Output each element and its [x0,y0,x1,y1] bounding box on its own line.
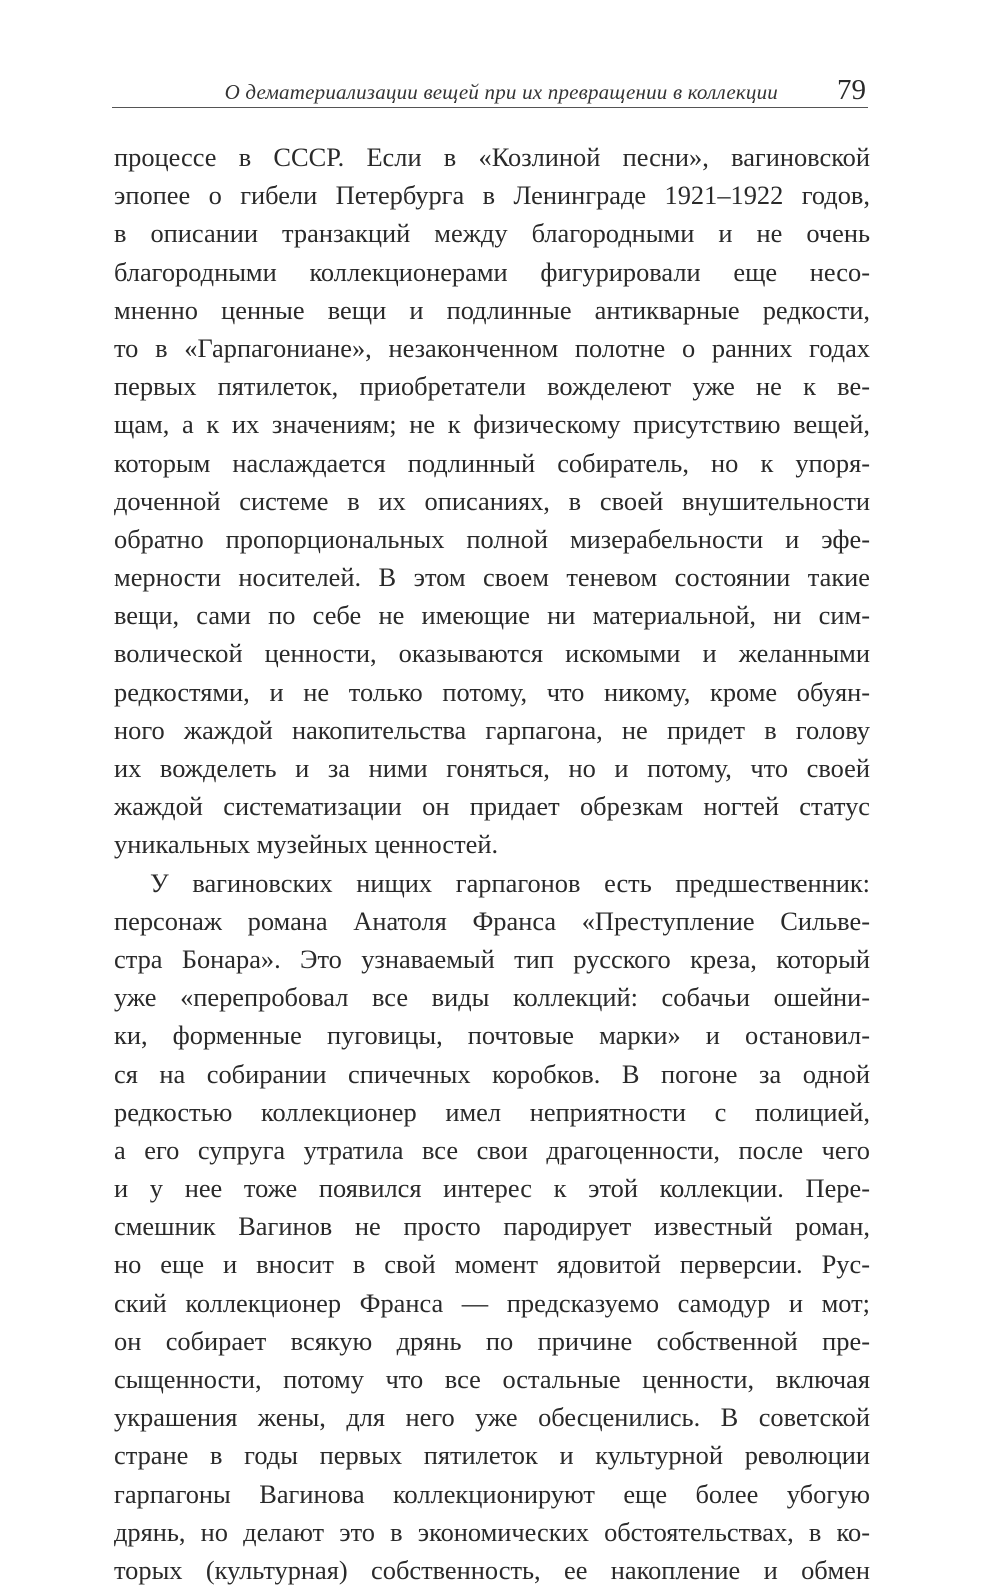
text-line: ного жаждой накопительства гарпагона, не придет в голову [114,714,870,745]
text-line: сыщенности, потому что все остальные ценности, включая [114,1364,870,1394]
text-line: доченной системе в их описаниях, в своей внушительности [114,485,870,516]
text-line: волической ценности, оказываются искомыми и желанными [114,638,870,669]
text-line: вещи, сами по себе не имеющие ни материальной, ни сим- [114,600,870,631]
header-rule [112,107,868,108]
text-line: жаждой систематизации он придает обрезкам ногтей статус [114,791,870,822]
text-line: которым наслаждается подлинный собиратель, но к упоря- [114,447,870,478]
text-line: он собирает всякую дрянь по причине собственной пре- [114,1325,870,1356]
text-line: уникальных музейных ценностей. [114,829,499,860]
running-head-title: О дематериализации вещей при их превращении в коллекции [224,80,778,104]
text-line: редкостью коллекционер имел неприятности с полицией, [114,1096,870,1127]
text-line: мненно ценные вещи и подлинные антикварные редкости, [114,294,870,325]
text-line: мерности носителей. В этом своем теневом состоянии такие [114,562,870,593]
text-line: торых (культурная) собственность, ее накопление и обмен [114,1554,870,1585]
text-line: первых пятилеток, приобретатели вожделеют уже не к ве- [114,371,870,402]
text-line: ки, форменные пуговицы, почтовые марки» и остановил- [114,1020,870,1051]
text-line: стране в годы первых пятилеток и культурной революции [114,1440,870,1471]
text-line: украшения жены, для него уже обесценились. В советской [114,1402,870,1433]
text-line: У вагиновских нищих гарпагонов есть предшественник: [150,867,870,898]
text-line: ский коллекционер Франса — предсказуемо самодур и мот; [114,1287,870,1318]
text-line: персонаж романа Анатоля Франса «Преступление Сильве- [114,905,870,936]
text-line: их вожделеть и за ними гоняться, но и потому, что своей [114,753,870,783]
text-line: гарпагоны Вагинова коллекционируют еще более убогую [114,1478,870,1509]
text-line: а его супруга утратила все свои драгоценности, после чего [114,1134,870,1165]
text-line: то в «Гарпагониане», незаконченном полотне о ранних годах [114,332,870,363]
text-line: эпопее о гибели Петербурга в Ленинграде 1921–1922 годов, [114,180,870,211]
text-line: редкостями, и не только потому, что никому, кроме обуян- [114,676,870,707]
text-line: благородными коллекционерами фигурировали еще несо- [114,256,870,287]
page-number: 79 [837,74,866,106]
text-line: ся на собирании спичечных коробков. В погоне за одной [114,1058,870,1089]
body-text [114,138,870,1589]
text-line: но еще и вносит в свой момент ядовитой перверсии. Рус- [114,1249,870,1280]
text-line: стра Бонара». Это узнаваемый тип русского креза, который [114,943,870,974]
text-line: смешник Вагинов не просто пародирует известный роман, [114,1211,870,1242]
text-line: щам, а к их значениям; не к физическому присутствию вещей, [114,409,870,440]
paragraph-1 [114,138,870,864]
text-line: обратно пропорциональных полной мизерабельности и эфе- [114,523,870,554]
text-line: дрянь, но делают это в экономических обстоятельствах, в ко- [114,1516,870,1547]
running-head [112,62,868,110]
text-line: и у нее тоже появился интерес к этой коллекции. Пере- [114,1173,870,1204]
text-line: процессе в СССР. Если в «Козлиной песни», вагиновской [114,142,870,172]
text-line: в описании транзакций между благородными и не очень [114,218,870,249]
text-line: уже «перепробовал все виды коллекций: собачьи ошейни- [114,982,870,1013]
paragraph-2 [114,864,870,1589]
